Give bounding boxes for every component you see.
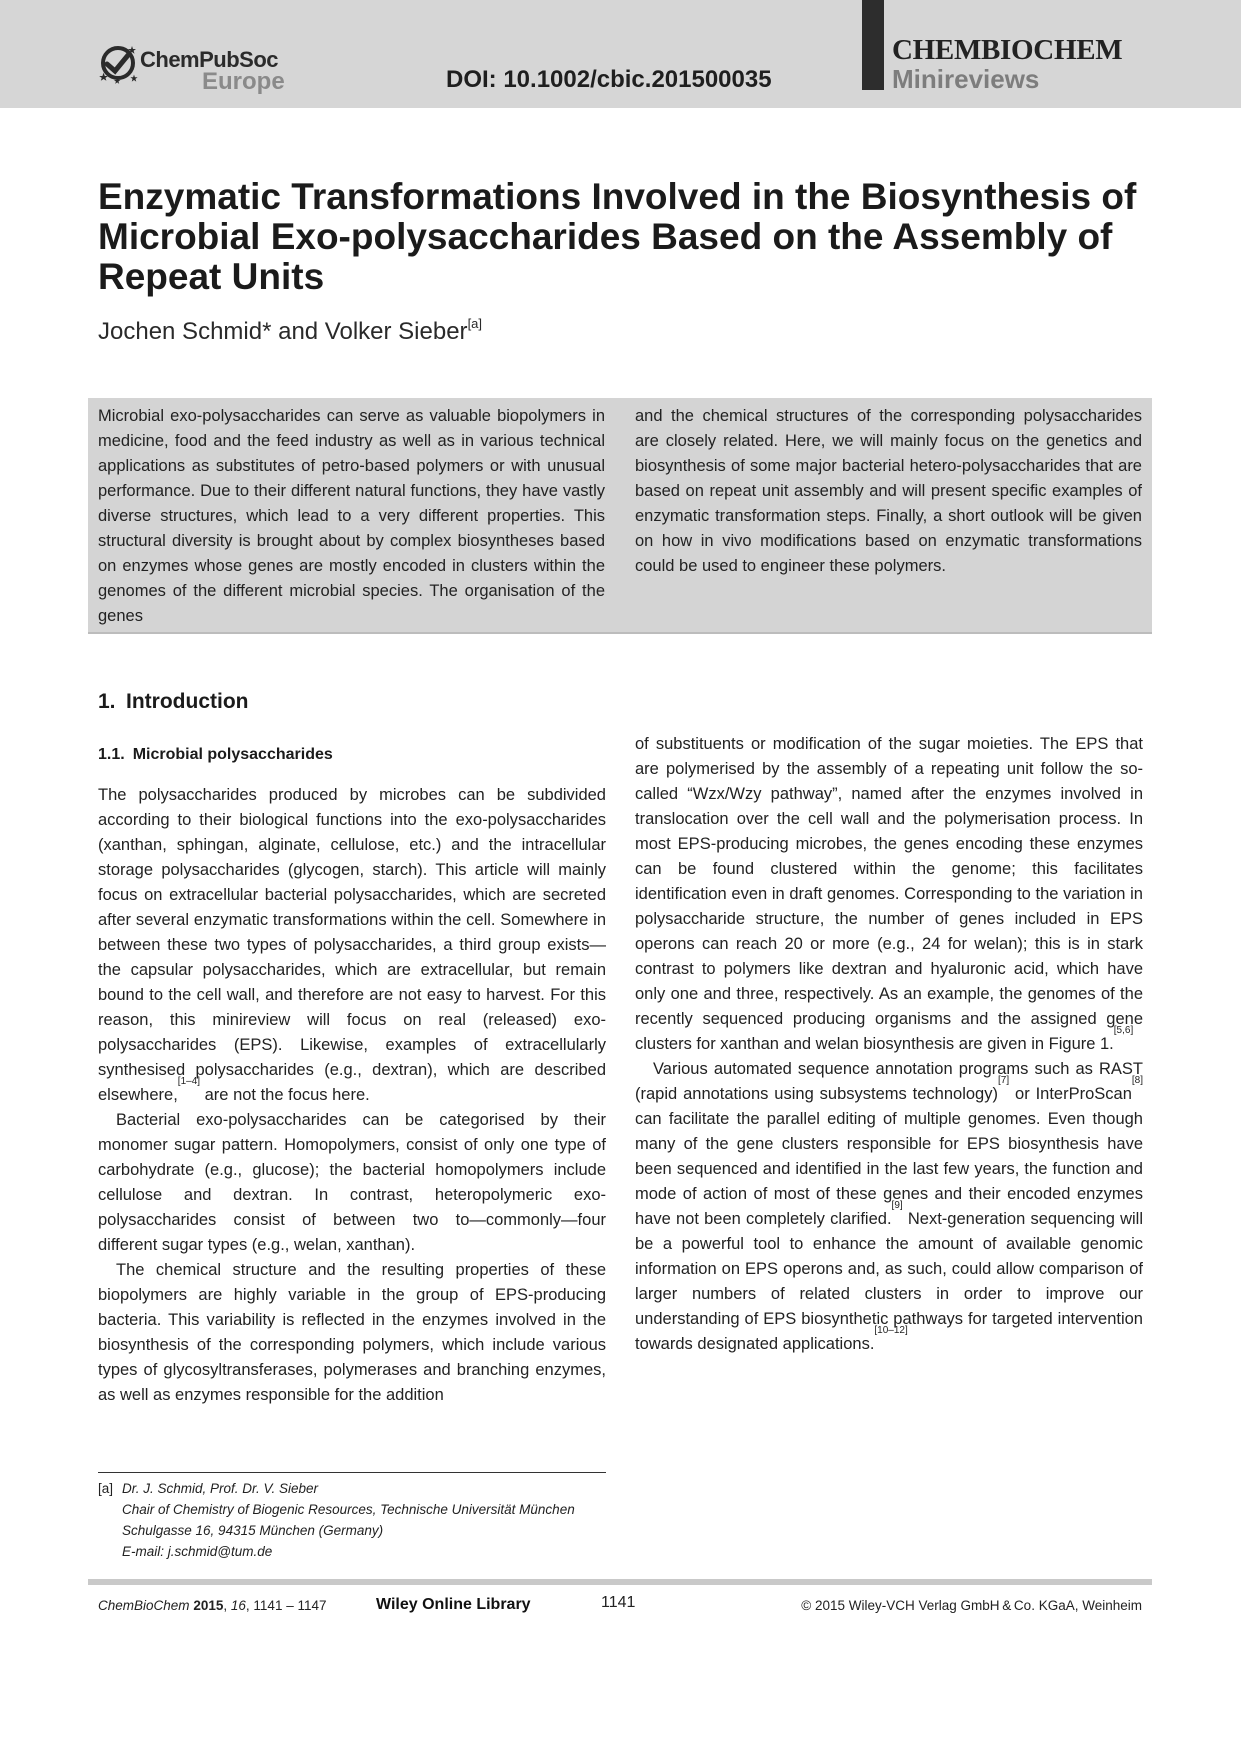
doi-label: DOI: 10.1002/cbic.201500035 bbox=[446, 66, 772, 93]
footer-volume: 16 bbox=[230, 1598, 246, 1613]
paragraph bbox=[98, 783, 606, 1108]
journal-name: CHEMBIOCHEM bbox=[892, 34, 1123, 66]
footer-citation: ChemBioChem 2015, 16, 1141 – 1147 bbox=[98, 1598, 327, 1613]
paragraph bbox=[635, 732, 1143, 1057]
paragraph-text: or InterProScan bbox=[1009, 1085, 1132, 1103]
footer-divider bbox=[88, 1579, 1152, 1585]
paragraph-text: are not the focus here. bbox=[200, 1086, 370, 1104]
section-heading-introduction: 1. Introduction bbox=[98, 690, 249, 713]
logo-sub-text: Europe bbox=[202, 68, 285, 95]
subsection-heading-microbial-polysaccharides: 1.1. Microbial polysaccharides bbox=[98, 746, 333, 763]
citation-link[interactable]: [1–4] bbox=[177, 1076, 201, 1087]
paragraph-text: The chemical structure and the resulting properties of these biopolymers are highly variable in the group of EPS-producing bacteria. This variability is reflected in the enzymes involved in the biosynthesis of the corresponding polymers, which include various types of glycosyltransferases, polymerases and branching enzymes, as well as enzymes responsible for the addition bbox=[98, 1261, 606, 1404]
article-title: Enzymatic Transformations Involved in the Biosynthesis of Microbial Exo-polysaccharides Based on the Assembly of Repeat Units bbox=[98, 176, 1137, 297]
page-number: 1141 bbox=[601, 1594, 636, 1611]
citation-link[interactable]: [7] bbox=[997, 1075, 1010, 1086]
author-names: Jochen Schmid* and Volker Sieber bbox=[98, 318, 468, 345]
paragraph-text: of substituents or modification of the sugar moieties. The EPS that are polymerised by the assembly of a repeating unit follow the so-called “Wzx/Wzy pathway”, named after the enzymes involved in translocation over the cell wall and the polymerisation process. In most EPS-producing microbes, the genes encoding these enzymes can be found clustered within the genome; this facilitates identification even in draft genomes. Corresponding to the variation in polysaccharide structure, the number of genes included in EPS operons can reach 20 or more (e.g., 24 for welan); this is in stark contrast to polymers like dextran and hyaluronic acid, which have only one and three, respectively. As an example, the genomes of the recently sequenced producing organisms and the assigned gene clusters for xanthan and welan biosynthesis are given in Figure 1. bbox=[635, 735, 1143, 1053]
paragraph-text: The polysaccharides produced by microbes can be subdivided according to their biological functions into the exo-polysaccharides (xanthan, sphingan, alginate, cellulose, etc.) and the intracellular storage polysaccharides (glycogen, starch). This article will mainly focus on extracellular bacterial polysaccharides, which are secreted after several enzymatic transformations within the cell. Somewhere in between these two types of polysaccharides, a third group exists—the capsular polysaccharides, which are extracellular, but remain bound to the cell wall, and therefore are not easy to harvest. For this reason, this minireview will focus on real (released) exo-polysaccharides (EPS). Likewise, examples of extracellularly synthesised polysaccharides (e.g., dextran), which are described elsewhere, bbox=[98, 786, 606, 1104]
chempubsoc-stars-icon bbox=[98, 44, 138, 88]
abstract-box bbox=[88, 398, 1152, 634]
journal-marker-bar bbox=[862, 0, 884, 90]
author-list bbox=[98, 318, 482, 346]
affiliation-mark: [a] bbox=[467, 316, 483, 331]
footnote-email[interactable]: E-mail: j.schmid@tum.de bbox=[122, 1544, 273, 1559]
citation-link[interactable]: [5,6] bbox=[1113, 1025, 1134, 1036]
footnote-line: Dr. J. Schmid, Prof. Dr. V. Sieber bbox=[122, 1481, 319, 1496]
footer-pages: 1141 – 1147 bbox=[253, 1598, 327, 1613]
footnote-line: Schulgasse 16, 94315 München (Germany) bbox=[122, 1523, 384, 1538]
footer-journal: ChemBioChem bbox=[98, 1598, 190, 1613]
paragraph bbox=[98, 1108, 606, 1258]
citation-link[interactable]: [10–12] bbox=[874, 1325, 908, 1336]
citation-link[interactable]: [8] bbox=[1131, 1075, 1144, 1086]
paragraph bbox=[635, 1057, 1143, 1357]
page-header bbox=[0, 0, 1241, 108]
chempubsoc-logo bbox=[98, 44, 288, 96]
copyright-notice: © 2015 Wiley-VCH Verlag GmbH & Co. KGaA, Weinheim bbox=[801, 1598, 1142, 1613]
citation-link[interactable]: [9] bbox=[891, 1200, 903, 1211]
paragraph-text: Next-generation sequencing will be a powerful tool to enhance the amount of available genomic information on EPS operons and, as such, could allow comparison of larger numbers of related clusters in order to improve our understanding of EPS biosynthetic pathways for targeted intervention towards designated applications. bbox=[635, 1210, 1143, 1353]
paragraph-text: Various automated sequence annotation programs such as RAST (rapid annotations using subsystems technology) bbox=[635, 1060, 1143, 1103]
affiliation-footnote bbox=[98, 1478, 618, 1562]
body-right-column bbox=[635, 732, 1143, 1357]
abstract-right-column: and the chemical structures of the corresponding polysaccharides are closely related. Here, we will mainly focus on the genetics and biosynthesis of some major bacterial hetero-polysaccharides that are based on repeat unit assembly and will present specific examples of enzymatic transformation steps. Finally, a short outlook will be given on how in vivo modifications based on enzymatic transformations could be used to engineer these polymers. bbox=[635, 407, 1142, 575]
footer-year: 2015 bbox=[193, 1598, 224, 1613]
article-type: Minireviews bbox=[892, 64, 1040, 94]
body-left-column bbox=[98, 783, 606, 1408]
paragraph-text: Bacterial exo-polysaccharides can be categorised by their monomer sugar pattern. Homopolymers, consist of only one type of carbohydrate (e.g., glucose); the bacterial homopolymers include cellulose and dextran. In contrast, heteropolymeric exo-polysaccharides consist of between two to—commonly—four different sugar types (e.g., welan, xanthan). bbox=[98, 1111, 606, 1254]
abstract-left-column: Microbial exo-polysaccharides can serve as valuable biopolymers in medicine, food and the feed industry as well as in various technical applications as substitutes of petro-based polymers or with unusual performance. Due to their different natural functions, they have vastly diverse structures, which lead to a very different properties. This structural diversity is brought about by complex biosyntheses based on enzymes whose genes are mostly encoded in clusters within the genomes of the different microbial species. The organisation of the genes bbox=[98, 407, 605, 625]
footnote-mark: [a] bbox=[98, 1481, 114, 1496]
logo-main-text: ChemPubSoc bbox=[140, 47, 279, 72]
footnote-divider bbox=[98, 1472, 606, 1473]
paragraph-text: can facilitate the parallel editing of multiple genomes. Even though many of the gene clusters responsible for EPS biosynthesis have been sequenced and identified in the last few years, the function and mode of action of most of these genes and their encoded enzymes have not been completely clarified. bbox=[635, 1110, 1143, 1228]
wiley-online-library-link[interactable]: Wiley Online Library bbox=[376, 1596, 531, 1613]
footnote-line: Chair of Chemistry of Biogenic Resources, Technische Universität München bbox=[122, 1502, 575, 1517]
paragraph bbox=[98, 1258, 606, 1408]
